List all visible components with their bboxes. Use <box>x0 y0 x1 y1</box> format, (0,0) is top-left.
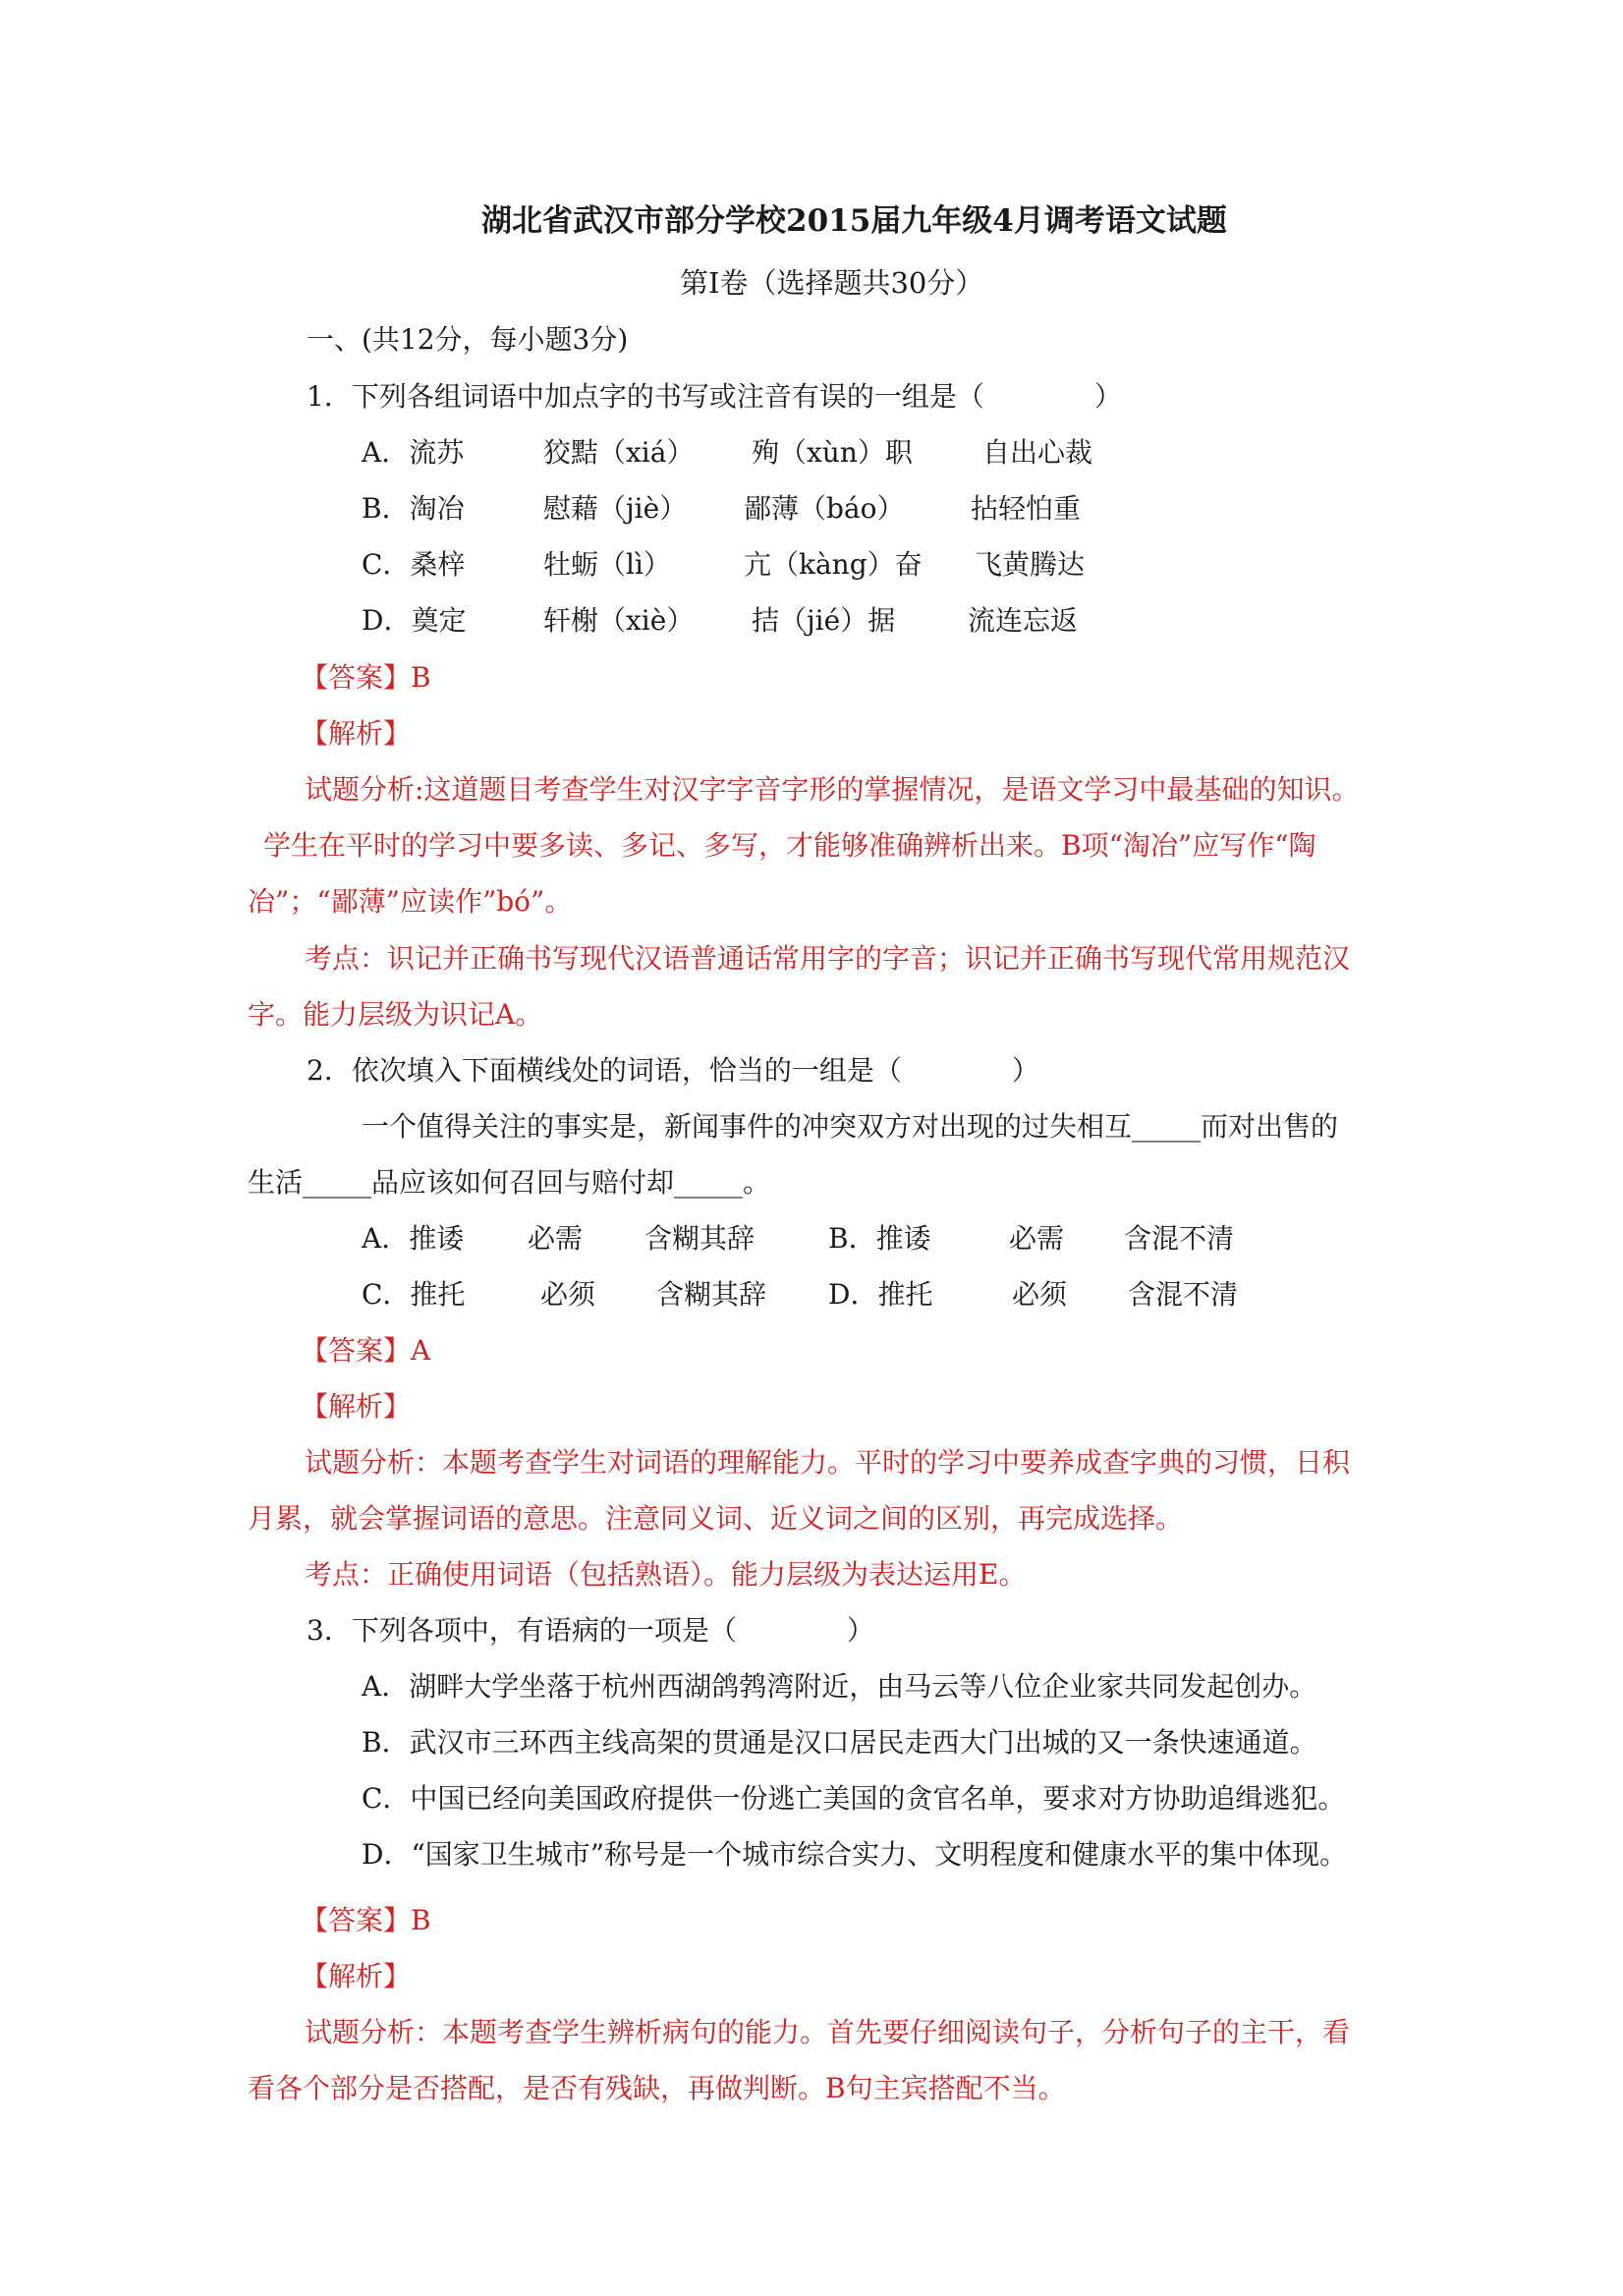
q3-analysis-label: 【解析】 <box>301 1960 412 1992</box>
q1-option-b-word4: 拈轻怕重 <box>971 492 1082 525</box>
q1-option-c-word2: 牡蛎（lì） <box>543 548 671 581</box>
page-title: 湖北省武汉市部分学校2015届九年级4月调考语文试题 <box>481 203 1227 239</box>
page-subtitle: 第Ⅰ卷（选择题共30分） <box>680 266 984 300</box>
q1-analysis-line1: 试题分析:这道题目考查学生对汉字字音字形的掌握情况，是语文学习中最基础的知识。 <box>305 773 1360 806</box>
q1-option-a-word4: 自出心裁 <box>982 436 1093 469</box>
q2-option-a-label: A．推诿 <box>362 1222 465 1255</box>
q1-option-a-word3: 殉（xùn）职 <box>752 436 913 469</box>
q2-analysis-line2: 月累，就会掌握词语的意思。注意同义词、近义词之间的区别，再完成选择。 <box>248 1502 1184 1535</box>
q2-option-b-word3: 含混不清 <box>1124 1222 1235 1255</box>
q2-analysis-line1: 试题分析：本题考查学生对词语的理解能力。平时的学习中要养成查字典的习惯，日积 <box>305 1446 1351 1479</box>
q2-option-a-word2: 必需 <box>528 1222 584 1255</box>
q2-option-a-word3: 含糊其辞 <box>644 1222 756 1255</box>
q2-option-b-word2: 必需 <box>1009 1222 1065 1255</box>
q1-point-line2: 字。能力层级为识记A。 <box>248 998 543 1031</box>
q1-analysis-label: 【解析】 <box>301 717 412 750</box>
q2-point-line1: 考点：正确使用词语（包括熟语）。能力层级为表达运用E。 <box>305 1558 1027 1591</box>
q1-option-b-word3: 鄙薄（báo） <box>744 492 905 525</box>
q3-option-a: A．湖畔大学坐落于杭州西湖鸽鹁湾附近，由马云等八位企业家共同发起创办。 <box>362 1670 1317 1703</box>
q2-option-d-word3: 含混不清 <box>1128 1278 1239 1311</box>
q1-answer: 【答案】B <box>301 661 431 694</box>
q1-option-c-word3: 亢（kàng）奋 <box>744 548 923 581</box>
q1-option-d-word3: 拮（jié）据 <box>752 604 896 637</box>
q3-option-d: D．“国家卫生城市”称号是一个城市综合实力、文明程度和健康水平的集中体现。 <box>362 1838 1348 1871</box>
q1-option-c-label: C．桑梓 <box>362 548 466 581</box>
q2-text-line1: 一个值得关注的事实是，新闻事件的冲突双方对出现的过失相互_____而对出售的 <box>362 1110 1339 1143</box>
q1-option-d-word4: 流连忘返 <box>968 604 1079 637</box>
q2-option-c-label: C．推托 <box>362 1278 466 1311</box>
q2-analysis-label: 【解析】 <box>301 1390 412 1423</box>
q2-stem: 2．依次填入下面横线处的词语，恰当的一组是（ ） <box>307 1054 1039 1087</box>
q1-option-b-word2: 慰藉（jiè） <box>543 492 688 525</box>
q3-option-c: C．中国已经向美国政府提供一份逃亡美国的贪官名单，要求对方协助追缉逃犯。 <box>362 1782 1346 1815</box>
q2-option-d-word2: 必须 <box>1012 1278 1068 1311</box>
section-heading: 一、(共12分，每小题3分) <box>307 323 629 356</box>
q3-analysis-line1: 试题分析：本题考查学生辨析病句的能力。首先要仔细阅读句子，分析句子的主干，看 <box>305 2016 1351 2048</box>
q2-answer: 【答案】A <box>301 1334 431 1367</box>
q2-option-d-label: D．推托 <box>828 1278 933 1311</box>
q1-analysis-line3: 冶”；“鄙薄”应读作”bó”。 <box>248 885 573 918</box>
q2-text-line2: 生活_____品应该如何召回与赔付却_____。 <box>248 1166 771 1199</box>
q1-point-line1: 考点：识记并正确书写现代汉语普通话常用字的字音；识记并正确书写现代常用规范汉 <box>305 942 1351 975</box>
q1-option-a-label: A．流苏 <box>362 436 465 469</box>
q2-option-c-word2: 必须 <box>540 1278 596 1311</box>
q1-option-b-label: B．淘冶 <box>362 492 465 525</box>
q3-option-b: B．武汉市三环西主线高架的贯通是汉口居民走西大门出城的又一条快速通道。 <box>362 1726 1317 1759</box>
q1-option-c-word4: 飞黄腾达 <box>975 548 1086 581</box>
q3-analysis-line2: 看各个部分是否搭配，是否有残缺，再做判断。B句主宾搭配不当。 <box>248 2072 1066 2104</box>
q3-answer: 【答案】B <box>301 1904 431 1936</box>
q2-option-b-label: B．推诿 <box>828 1222 931 1255</box>
q1-stem: 1．下列各组词语中加点字的书写或注音有误的一组是（ ） <box>307 380 1122 413</box>
q1-option-d-word2: 轩榭（xiè） <box>543 604 695 637</box>
q1-option-d-label: D．奠定 <box>362 604 467 637</box>
q2-option-c-word3: 含糊其辞 <box>656 1278 767 1311</box>
q1-option-a-word2: 狡黠（xiá） <box>543 436 695 469</box>
q3-stem: 3．下列各项中，有语病的一项是（ ） <box>307 1614 874 1647</box>
q1-analysis-line2: 学生在平时的学习中要多读、多记、多写，才能够准确辨析出来。B项“淘冶”应写作“陶 <box>263 829 1316 862</box>
